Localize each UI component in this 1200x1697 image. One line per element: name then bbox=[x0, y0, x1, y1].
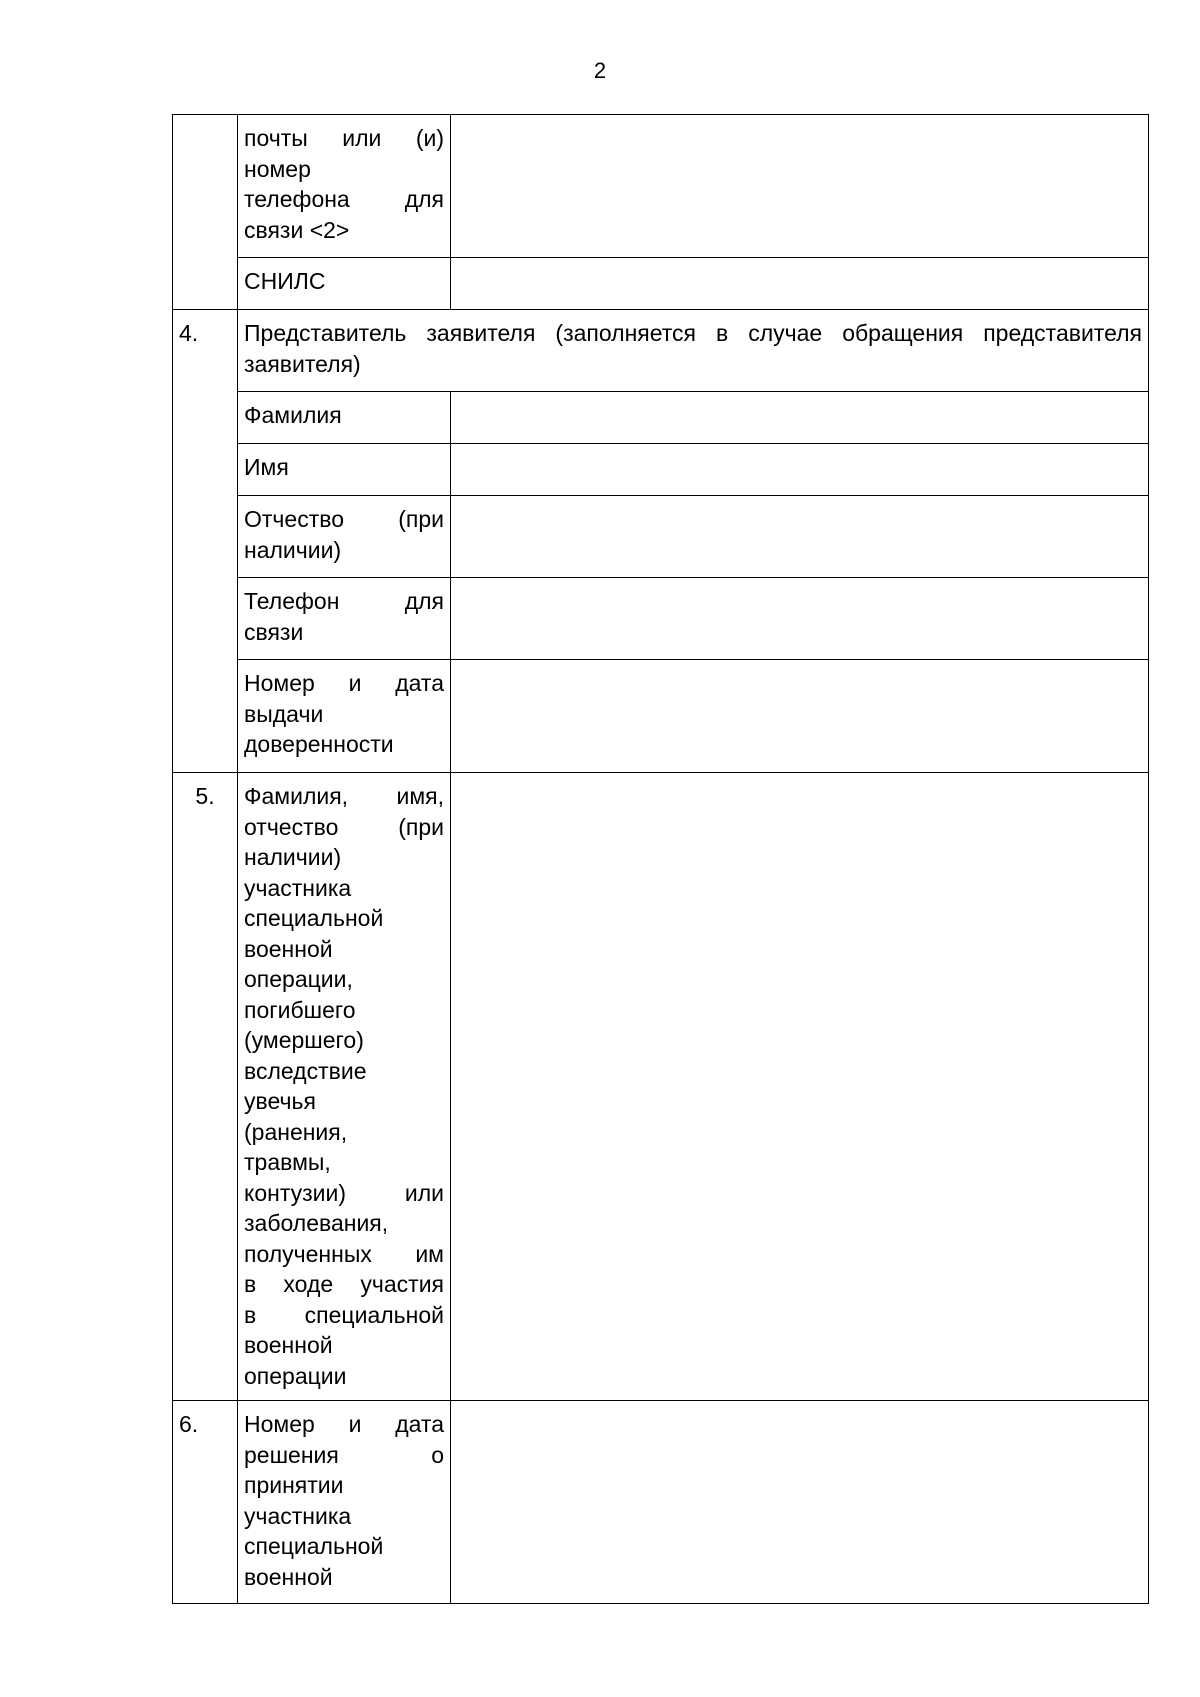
field-label-power-of-attorney: Номер и дата выдачи доверенности bbox=[238, 660, 451, 773]
field-input-decision[interactable] bbox=[451, 1401, 1149, 1604]
application-form-table bbox=[172, 114, 1149, 1604]
field-label-phone: Телефон для связи bbox=[238, 578, 451, 660]
field-label-participant-name: Фамилия, имя, отчество (при наличии) участника специальной военной операции, погибшего (умершего) вследствие увечья (ранения, травмы, контузии) или заболевания, полученных им в ходе участия в специальной военной операции bbox=[238, 773, 451, 1401]
row-number-4: 4. bbox=[173, 310, 238, 773]
table-row-phone bbox=[173, 578, 1149, 660]
field-input-surname[interactable] bbox=[451, 392, 1149, 444]
section-header-representative: Представитель заявителя (заполняется в случае обращения представителя заявителя) bbox=[238, 310, 1149, 392]
field-label-decision: Номер и дата решения о принятии участника специальной военной bbox=[238, 1401, 451, 1604]
row-number-5: 5. bbox=[173, 773, 238, 1401]
field-input-patronymic[interactable] bbox=[451, 496, 1149, 578]
field-label-surname: Фамилия bbox=[238, 392, 451, 444]
table-row-snils bbox=[173, 258, 1149, 310]
field-label-patronymic: Отчество (при наличии) bbox=[238, 496, 451, 578]
row-number-6: 6. bbox=[173, 1401, 238, 1604]
table-row-participant-name bbox=[173, 773, 1149, 1401]
field-label-snils: СНИЛС bbox=[238, 258, 451, 310]
field-input-phone[interactable] bbox=[451, 578, 1149, 660]
table-row-patronymic bbox=[173, 496, 1149, 578]
field-input-power-of-attorney[interactable] bbox=[451, 660, 1149, 773]
table-row-decision bbox=[173, 1401, 1149, 1604]
field-input-contact[interactable] bbox=[451, 115, 1149, 258]
field-label-contact: почты или (и) номер телефона для связи <2> bbox=[238, 115, 451, 258]
field-input-snils[interactable] bbox=[451, 258, 1149, 310]
row-number-cell bbox=[173, 115, 238, 310]
table-row-name bbox=[173, 444, 1149, 496]
table-row-contact bbox=[173, 115, 1149, 258]
field-input-participant-name[interactable] bbox=[451, 773, 1149, 1401]
field-label-name: Имя bbox=[238, 444, 451, 496]
page-number: 2 bbox=[593, 58, 607, 83]
field-input-name[interactable] bbox=[451, 444, 1149, 496]
table-row-representative-header bbox=[173, 310, 1149, 392]
table-row-power-of-attorney bbox=[173, 660, 1149, 773]
table-row-surname bbox=[173, 392, 1149, 444]
